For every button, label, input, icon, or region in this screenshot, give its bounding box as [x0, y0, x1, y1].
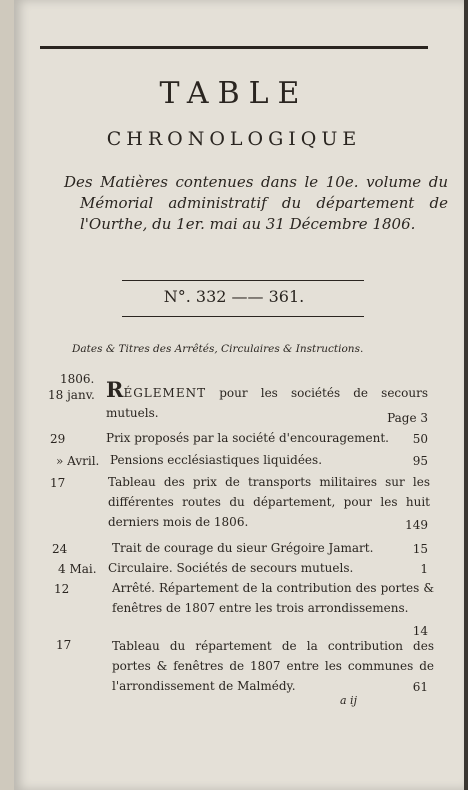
- entry-date: 17: [50, 476, 66, 490]
- entry-page: 61: [412, 680, 428, 694]
- page-edge: [0, 0, 14, 790]
- issue-numbers: N°. 332 —— 361.: [163, 287, 305, 306]
- entry-date: 24: [52, 542, 68, 556]
- entry-page: 50: [412, 432, 428, 446]
- year-label: 1806.: [60, 372, 95, 386]
- entry-date: 17: [56, 638, 72, 652]
- entry-date: 18 janv.: [48, 388, 95, 402]
- entry-page: 14: [412, 624, 428, 638]
- entry-date: 4 Mai.: [58, 562, 97, 576]
- entry-page: Page 3: [387, 411, 428, 425]
- entry-page: 95: [412, 454, 428, 468]
- entry-text: Tableau du répartement de la contribution des portes & fenêtres de 1807 entre les communes de l'arrondissement de Malmédy.: [112, 639, 434, 693]
- page-title: TABLE: [159, 76, 309, 111]
- entry-keyword: ÉGLEMENT: [123, 386, 207, 400]
- rule-above-numbers: [122, 280, 364, 281]
- top-rule: [40, 46, 428, 49]
- entry-date: 12: [54, 582, 70, 596]
- description: Des Matières contenues dans le 10e. volume du Mémorial administratif du département de l'Ourthe, du 1er. mai au 31 Décembre 1806.: [64, 173, 448, 233]
- entry-body: pour les sociétés de secours mutuels.: [106, 386, 428, 420]
- entry-text: Trait de courage du sieur Grégoire Jamart.: [112, 541, 374, 555]
- entry-text: Tableau des prix de transports militaires sur les différentes routes du département, pour les huit derniers mois de 1806.: [108, 475, 430, 529]
- signature-mark: a ij: [340, 694, 357, 707]
- section-header: Dates & Titres des Arrêtés, Circulaires & Instructions.: [72, 343, 364, 355]
- entry-text: [106, 377, 428, 423]
- drop-initial: R: [106, 377, 124, 402]
- entry-text: Arrêté. Répartement de la contribution des portes & fenêtres de 1807 entre les trois arrondissemens.: [112, 581, 434, 615]
- entry-text: Circulaire. Sociétés de secours mutuels.: [108, 561, 354, 575]
- entry-text: Prix proposés par la société d'encouragement.: [106, 431, 389, 445]
- entry-page: 15: [412, 542, 428, 556]
- rule-below-numbers: [122, 316, 364, 317]
- entry-text: Pensions ecclésiastiques liquidées.: [110, 453, 323, 467]
- entry-page: 1: [420, 562, 428, 576]
- entry-date: 29: [50, 432, 66, 446]
- entry-page: 149: [405, 518, 428, 532]
- entry-date: » Avril.: [56, 454, 100, 468]
- page-subtitle: CHRONOLOGIQUE: [106, 128, 362, 150]
